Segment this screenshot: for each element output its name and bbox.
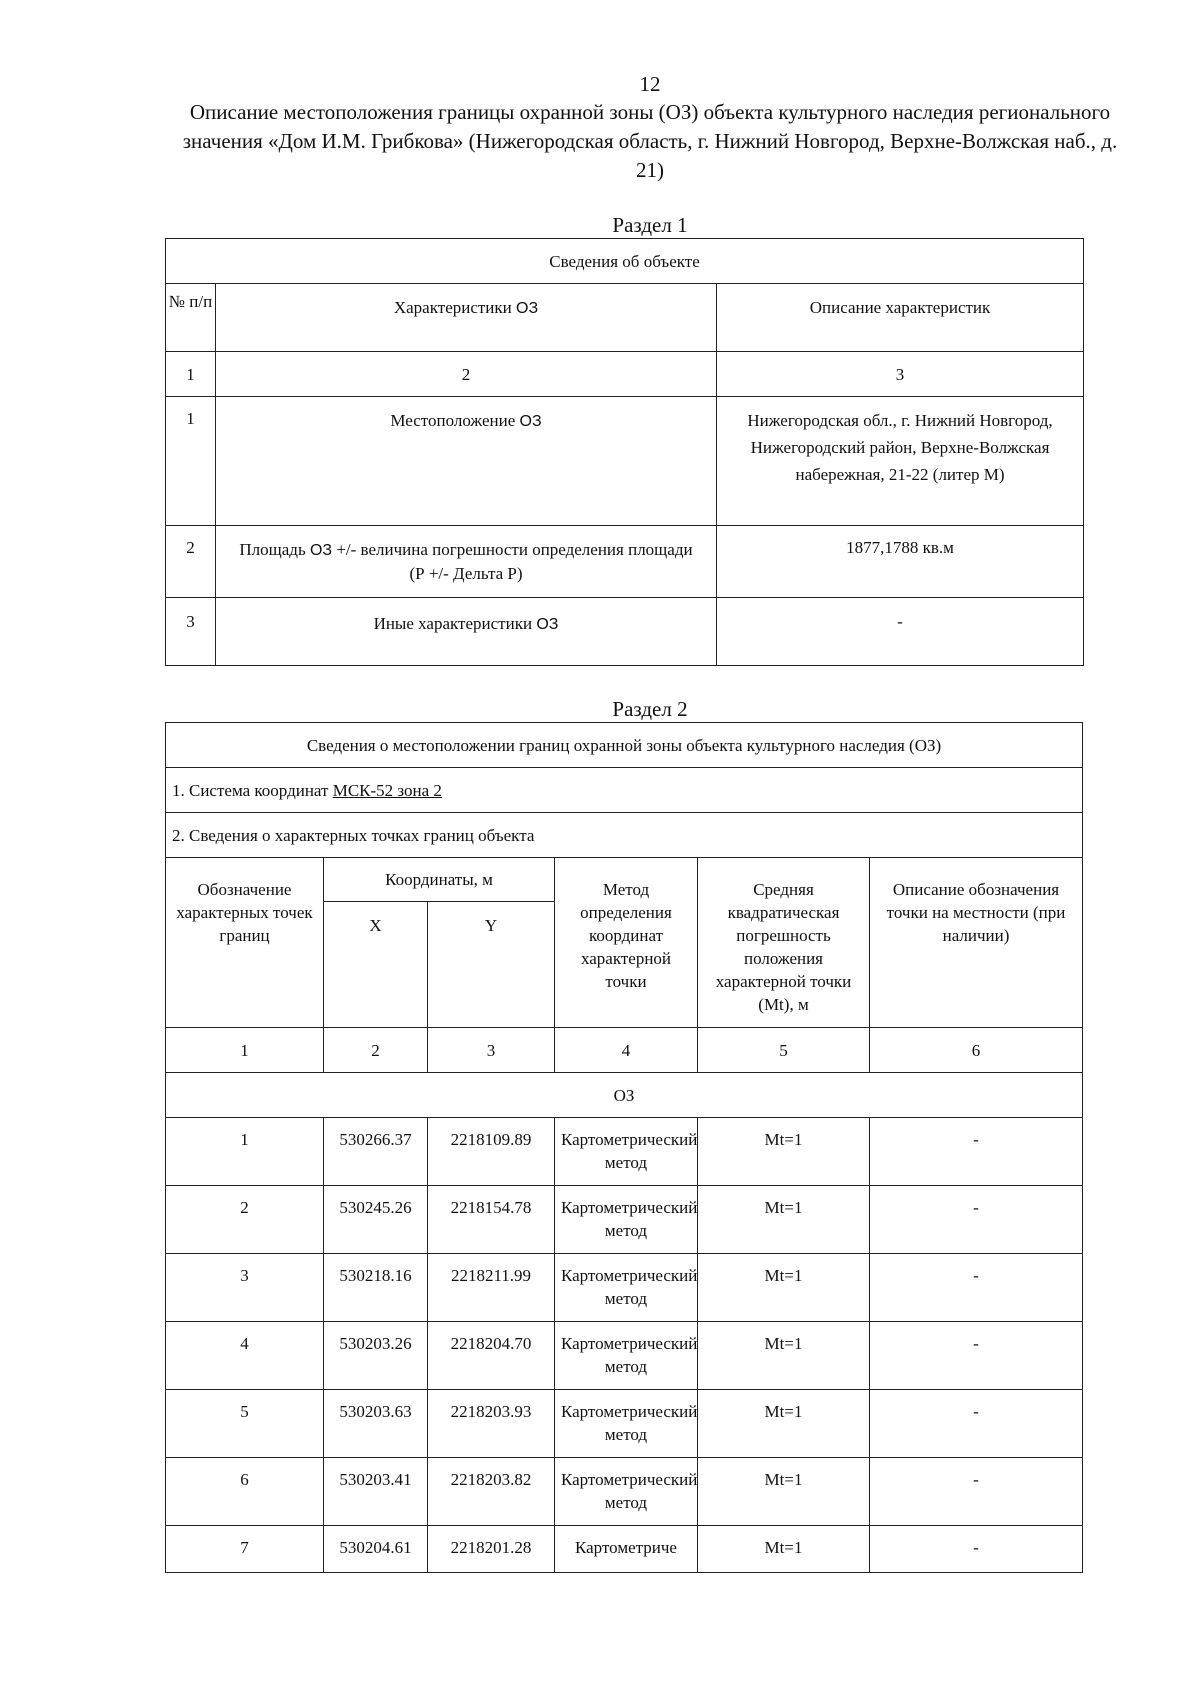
point-number: 4 [166, 1322, 324, 1390]
point-x: 530204.61 [324, 1526, 428, 1573]
coordinate-system-row [166, 768, 1083, 813]
point-method: Картометрический метод [555, 1390, 698, 1458]
table-row [166, 397, 1084, 526]
point-method: Картометрический метод [555, 1118, 698, 1186]
point-number: 1 [166, 1118, 324, 1186]
point-method: Картометрический метод [555, 1254, 698, 1322]
coordinate-system-label: 1. Система координат [172, 780, 329, 800]
point-number: 7 [166, 1526, 324, 1573]
point-y: 2218154.78 [428, 1186, 555, 1254]
index-cell: 3 [428, 1028, 555, 1073]
row-number: 2 [166, 526, 216, 598]
table-index-row [166, 1028, 1083, 1073]
table-index-row [166, 352, 1084, 397]
point-mt: Mt=1 [698, 1186, 870, 1254]
point-description: - [870, 1186, 1083, 1254]
table-row [166, 1254, 1083, 1322]
coordinate-system [166, 768, 1083, 813]
point-y: 2218204.70 [428, 1322, 555, 1390]
table-row [166, 1322, 1083, 1390]
table-row [166, 598, 1084, 666]
point-method: Картометриче [555, 1526, 698, 1573]
header-error: Средняя квадратическая погрешность положения характерной точки (Mt), м [698, 858, 870, 1028]
point-y: 2218109.89 [428, 1118, 555, 1186]
index-cell: 1 [166, 352, 216, 397]
row-number: 3 [166, 598, 216, 666]
index-cell: 2 [216, 352, 717, 397]
points-caption: 2. Сведения о характерных точках границ объекта [166, 813, 1083, 858]
index-cell: 1 [166, 1028, 324, 1073]
row-characteristic-text: Местоположение [390, 411, 516, 430]
point-y: 2218201.28 [428, 1526, 555, 1573]
point-y: 2218203.93 [428, 1390, 555, 1458]
point-method: Картометрический метод [555, 1458, 698, 1526]
oz-label: ОЗ [309, 542, 333, 559]
point-x: 530245.26 [324, 1186, 428, 1254]
document-title: Описание местоположения границы охранной зоны (ОЗ) объекта культурного наследия регионального значения «Дом И.М. Грибкова» (Нижегородская область, г. Нижний Новгород, Верхне-Волжская наб., д. 21) [182, 100, 1118, 182]
row-value: Нижегородская обл., г. Нижний Новгород, Нижегородский район, Верхне-Волжская набережная, 21-22 (литер М) [717, 397, 1084, 526]
point-x: 530203.41 [324, 1458, 428, 1526]
table-row [166, 1458, 1083, 1526]
point-number: 2 [166, 1186, 324, 1254]
index-cell: 6 [870, 1028, 1083, 1073]
boundary-points-table [165, 722, 1083, 1573]
table-row [166, 1526, 1083, 1573]
point-description: - [870, 1458, 1083, 1526]
row-value: 1877,1788 кв.м [717, 526, 1084, 598]
table-caption-row [166, 239, 1084, 284]
oz-label: ОЗ [519, 413, 542, 430]
index-cell: 4 [555, 1028, 698, 1073]
boundary-caption: Сведения о местоположении границ охранной зоны объекта культурного наследия (ОЗ) [166, 723, 1083, 768]
header-x: X [324, 902, 428, 1028]
section-1-heading: Раздел 1 [612, 213, 688, 237]
point-description: - [870, 1118, 1083, 1186]
table-row [166, 1118, 1083, 1186]
point-number: 6 [166, 1458, 324, 1526]
coordinate-system-value: МСК-52 зона 2 [332, 780, 442, 800]
object-info-caption: Сведения об объекте [166, 239, 1084, 284]
group-label: ОЗ [166, 1073, 1083, 1118]
row-characteristic [216, 598, 717, 666]
header-point-description: Описание обозначения точки на местности (при наличии) [870, 858, 1083, 1028]
header-method: Метод определения координат характерной точки [555, 858, 698, 1028]
point-mt: Mt=1 [698, 1322, 870, 1390]
row-value: - [717, 598, 1084, 666]
point-mt: Mt=1 [698, 1390, 870, 1458]
oz-label: ОЗ [536, 616, 559, 633]
point-description: - [870, 1322, 1083, 1390]
point-number: 5 [166, 1390, 324, 1458]
header-characteristics [216, 284, 717, 352]
table-row [166, 1390, 1083, 1458]
page-number: 12 [639, 72, 661, 96]
point-x: 530203.63 [324, 1390, 428, 1458]
row-characteristic [216, 397, 717, 526]
points-caption-row [166, 813, 1083, 858]
point-method: Картометрический метод [555, 1322, 698, 1390]
point-mt: Mt=1 [698, 1526, 870, 1573]
point-rows [166, 1118, 1083, 1573]
row-number: 1 [166, 397, 216, 526]
row-characteristic-text: +/- величина погрешности определения площади (Р +/- Дельта Р) [336, 540, 693, 583]
point-x: 530266.37 [324, 1118, 428, 1186]
index-cell: 3 [717, 352, 1084, 397]
point-mt: Mt=1 [698, 1458, 870, 1526]
header-characteristics-text: Характеристики [393, 298, 512, 317]
row-characteristic-text: Площадь [239, 540, 306, 559]
point-y: 2218203.82 [428, 1458, 555, 1526]
point-mt: Mt=1 [698, 1254, 870, 1322]
header-designation: Обозначение характерных точек границ [166, 858, 324, 1028]
table-header-row [166, 284, 1084, 352]
point-number: 3 [166, 1254, 324, 1322]
table-row [166, 1186, 1083, 1254]
row-characteristic [216, 526, 717, 598]
row-characteristic-text: Иные характеристики [373, 614, 533, 633]
index-cell: 2 [324, 1028, 428, 1073]
oz-label: ОЗ [516, 300, 539, 317]
point-x: 530203.26 [324, 1322, 428, 1390]
table-row [166, 526, 1084, 598]
group-row [166, 1073, 1083, 1118]
point-x: 530218.16 [324, 1254, 428, 1322]
header-number: № п/п [166, 284, 216, 352]
table-caption-row [166, 723, 1083, 768]
header-y: Y [428, 902, 555, 1028]
point-y: 2218211.99 [428, 1254, 555, 1322]
point-method: Картометрический метод [555, 1186, 698, 1254]
index-cell: 5 [698, 1028, 870, 1073]
header-description: Описание характеристик [717, 284, 1084, 352]
section-2-heading: Раздел 2 [612, 697, 688, 721]
table-header-row [166, 858, 1083, 902]
object-info-table [165, 238, 1084, 666]
point-mt: Mt=1 [698, 1118, 870, 1186]
point-description: - [870, 1526, 1083, 1573]
point-description: - [870, 1390, 1083, 1458]
point-description: - [870, 1254, 1083, 1322]
header-coordinates: Координаты, м [324, 858, 555, 902]
